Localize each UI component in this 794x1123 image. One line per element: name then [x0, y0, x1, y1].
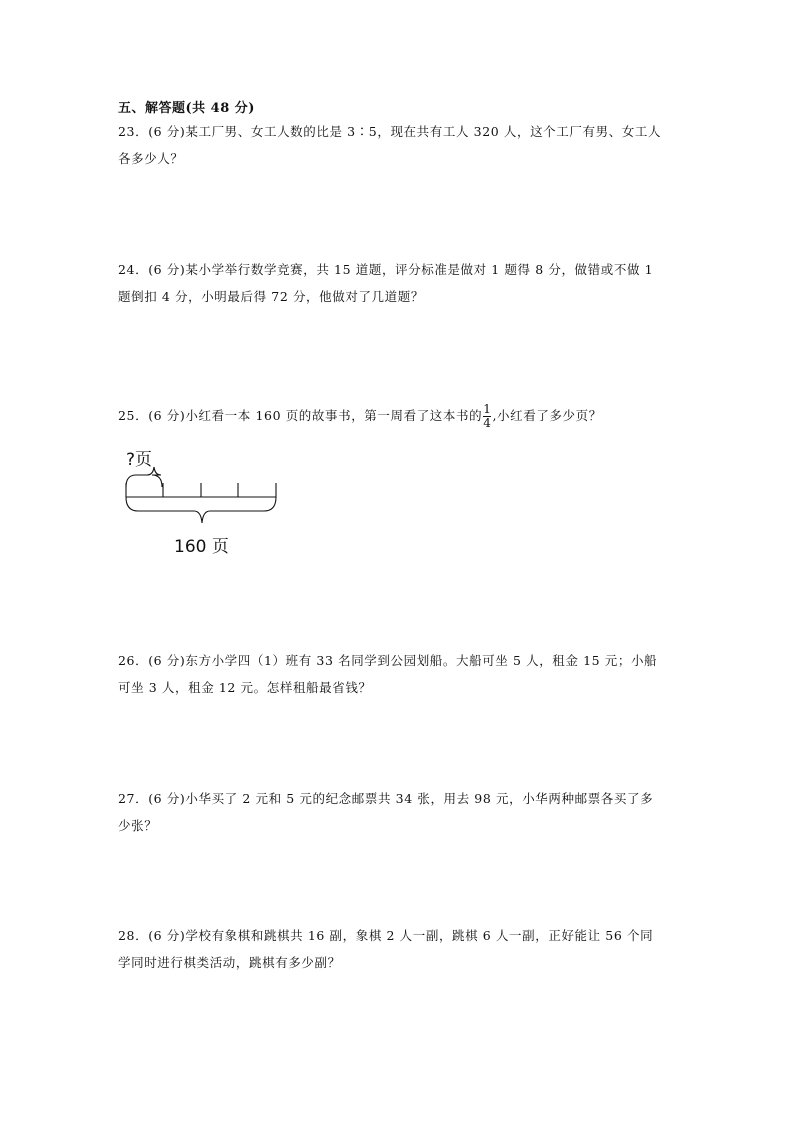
question-27-line-1: 27．(6 分)小华买了 2 元和 5 元的纪念邮票共 34 张，用去 98 元，小华两种邮票各买了多 — [118, 791, 654, 806]
question-27 — [118, 785, 678, 839]
question-24-line-1: 24．(6 分)某小学举行数学竞赛，共 15 道题，评分标准是做对 1 题得 8 分，做错或不做 1 — [118, 262, 654, 277]
bottom-brace — [126, 497, 276, 523]
fraction-one-quarter — [483, 403, 491, 430]
fraction-numerator: 1 — [483, 402, 492, 416]
question-28 — [118, 922, 678, 976]
question-28-line-2: 学同时进行棋类活动，跳棋有多少副？ — [118, 955, 341, 970]
question-26-line-2: 可坐 3 人，租金 12 元。怎样租船最省钱？ — [118, 680, 372, 695]
question-26 — [118, 647, 678, 701]
fraction-denominator: 4 — [483, 416, 492, 430]
question-23-line-2: 各多少人？ — [118, 151, 184, 166]
question-25-text-after: ,小红看了多少页？ — [492, 408, 602, 423]
question-23 — [118, 118, 678, 172]
diagram-bottom-label: 160 页 — [174, 537, 229, 557]
question-27-line-2: 少张？ — [118, 818, 158, 833]
question-23-line-1: 23．(6 分)某工厂男、女工人数的比是 3∶5，现在共有工人 320 人，这个工厂有男、女工人 — [118, 124, 662, 139]
diagram-top-label: ?页 — [126, 450, 153, 470]
section-title: 五、解答题(共 48 分) — [118, 101, 255, 116]
line-segment-diagram — [118, 443, 298, 563]
question-25 — [118, 397, 678, 435]
question-25-text-before: 25．(6 分)小红看一本 160 页的故事书，第一周看了这本书的 — [118, 408, 483, 423]
top-brace — [126, 467, 162, 487]
question-28-line-1: 28．(6 分)学校有象棋和跳棋共 16 副，象棋 2 人一副，跳棋 6 人一副，正好能让 56 个同 — [118, 928, 654, 943]
question-24-line-2: 题倒扣 4 分，小明最后得 72 分，他做对了几道题？ — [118, 289, 424, 304]
question-26-line-1: 26．(6 分)东方小学四（1）班有 33 名同学到公园划船。大船可坐 5 人，租金 15 元；小船 — [118, 653, 658, 668]
question-24 — [118, 256, 678, 310]
